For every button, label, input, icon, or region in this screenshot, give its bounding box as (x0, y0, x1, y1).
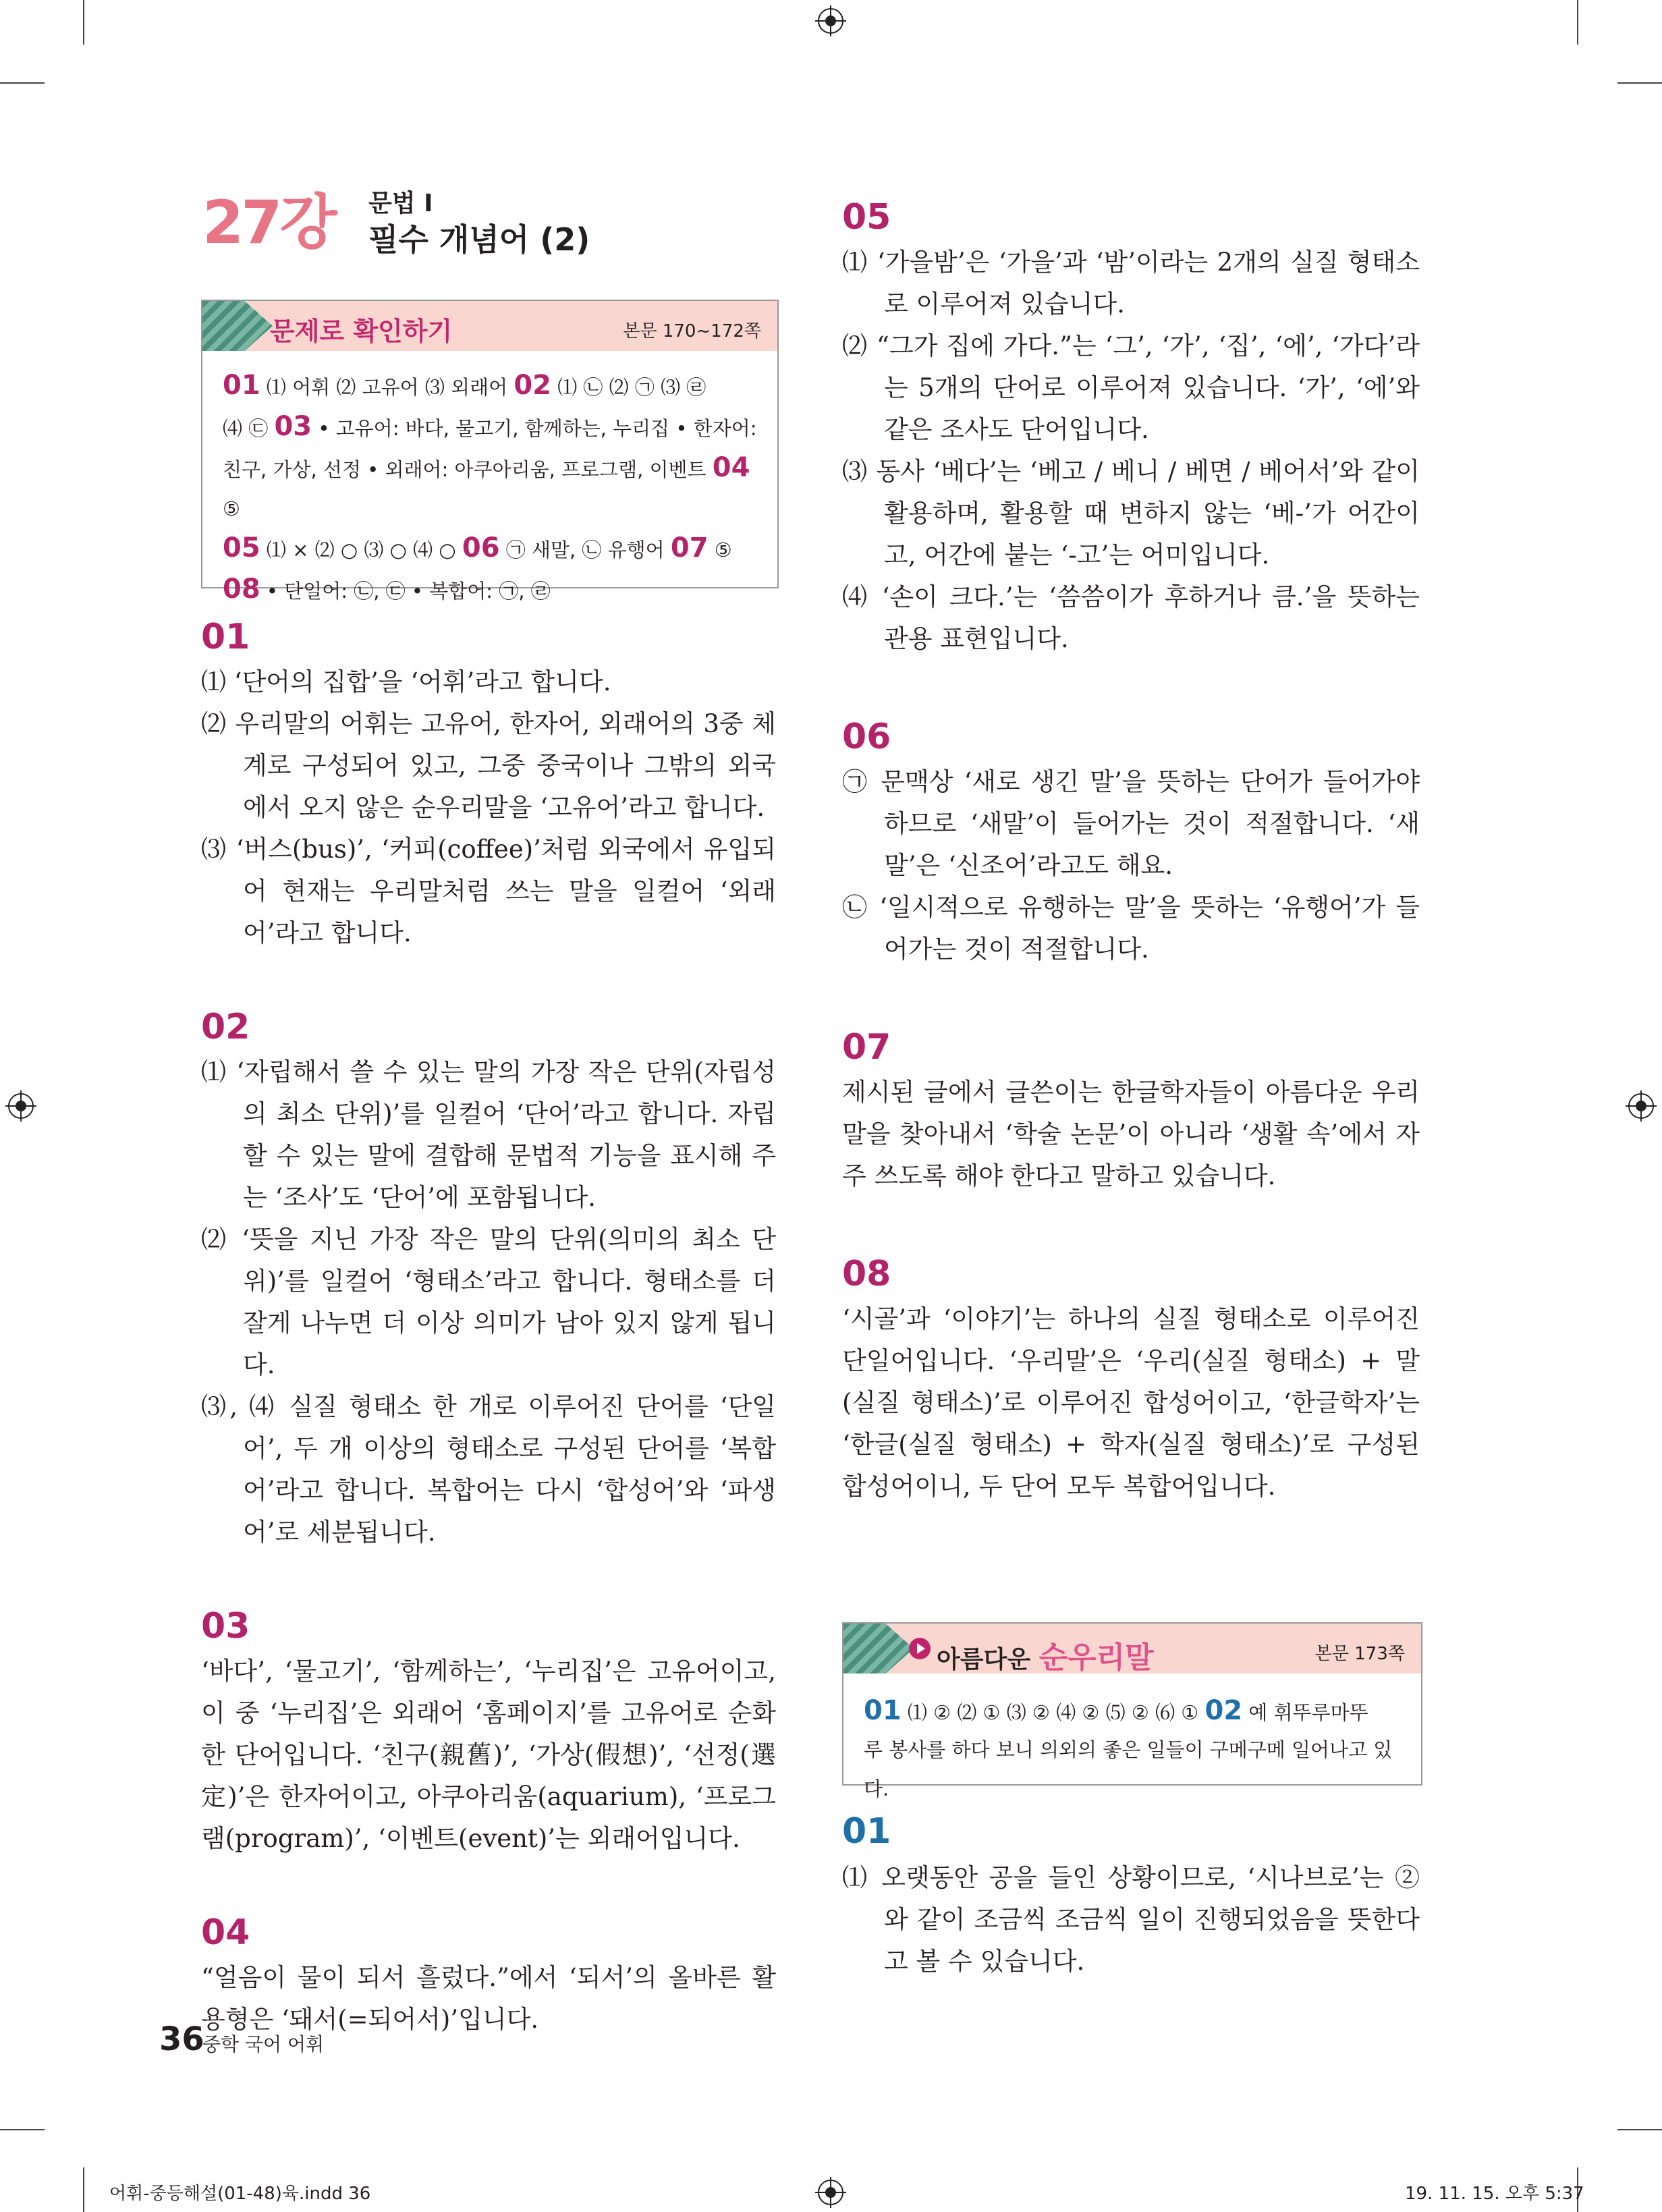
answer-text: ㉠ 새말, ㉡ 유행어 (499, 538, 671, 561)
lesson-title: 필수 개념어 (2) (368, 221, 590, 258)
answer-text: 예 휘뚜루마뚜 (1242, 1701, 1368, 1724)
answer-number: 01 (864, 1695, 902, 1726)
answer-number: 03 (274, 411, 312, 442)
word-section-text: ⑴ 오랫동안 공을 들인 상황이므로, ‘시나브로’는 ②와 같이 조금씩 조금씩 일이 진행되었음을 뜻한다고 볼 수 있습니다. (842, 1863, 1420, 1976)
lesson-number: 27강 (202, 188, 335, 257)
answer-item: ⑶ ‘버스(bus)’, ‘커피(coffee)’처럼 외국에서 유입되어 현재는 우리말처럼 쓰는 말을 일컬어 ‘외래어’라고 합니다. (201, 835, 776, 947)
answer-section-06 (842, 719, 1420, 970)
print-slug-date: 19. 11. 15. 오후 5:37 (1405, 2184, 1584, 2204)
crop-mark (83, 2167, 84, 2212)
answer-paragraph: 제시된 글에서 글쓴이는 한글학자들이 아름다운 우리말을 찾아내서 ‘학술 논문’이 아니라 ‘생활 속’에서 자주 쓰도록 해야 한다고 말하고 있습니다. (842, 1078, 1420, 1190)
lesson-header (202, 188, 335, 257)
answer-item: ㉡ ‘일시적으로 유행하는 말’을 뜻하는 ‘유행어’가 들어가는 것이 적절합니다. (842, 893, 1420, 964)
answer-item: ⑴ ‘가을밤’은 ‘가을’과 ‘밤’이라는 2개의 실질 형태소로 이루어져 있습니다. (842, 248, 1420, 319)
word-box-title-accent: 순우리말 (1038, 1640, 1154, 1675)
crop-mark (0, 82, 45, 84)
left-column (201, 619, 776, 2041)
answer-check-box (201, 300, 779, 605)
registration-mark-icon (815, 5, 846, 36)
answer-item: ㉠ 문맥상 ‘새로 생긴 말’을 뜻하는 단어가 들어가야 하므로 ‘새말’이 들어가는 것이 적절합니다. ‘새말’은 ‘신조어’라고도 해요. (842, 767, 1420, 880)
crop-mark (0, 2129, 45, 2130)
answer-check-ref: 본문 170~172쪽 (623, 321, 761, 341)
answer-number: 04 (712, 452, 750, 483)
registration-mark-icon (5, 1090, 36, 1122)
answer-line (223, 366, 764, 407)
section-number: 01 (201, 617, 250, 657)
answer-line (223, 407, 764, 448)
answer-section-03 (201, 1606, 776, 1860)
answer-text: • 고유어: 바다, 물고기, 함께하는, 누리집 • 한자어: (312, 417, 757, 440)
header-stripe (843, 1624, 914, 1674)
answer-text: 친구, 가상, 선정 • 외래어: 아쿠아리움, 프로그램, 이벤트 (223, 458, 713, 481)
word-box-ref: 본문 173쪽 (1314, 1644, 1405, 1664)
registration-mark-icon (815, 2177, 846, 2208)
answer-number: 01 (223, 370, 260, 401)
section-number: 05 (842, 197, 891, 238)
section-number: 08 (842, 1254, 891, 1294)
answer-number: 02 (514, 370, 551, 401)
answer-item: ⑵ ‘뜻을 지닌 가장 작은 말의 단위(의미의 최소 단위)’를 일컬어 ‘형태소’라고 합니다. 형태소를 더 잘게 나누면 더 이상 의미가 남아 있지 않게 됩니다. (201, 1225, 776, 1379)
answer-text: ⑴ ② ⑵ ① ⑶ ② ⑷ ② ⑸ ② ⑹ ① (901, 1701, 1205, 1724)
answer-check-title: 문제로 확인하기 (270, 316, 453, 346)
answer-section-05 (842, 197, 1420, 660)
crop-mark (83, 0, 84, 45)
answer-item: ⑵ “그가 집에 가다.”는 ‘그’, ‘가’, ‘집’, ‘에’, ‘가다’라는 5개의 단어로 이루어져 있습니다. ‘가’, ‘에’와 같은 조사도 단어입니다. (842, 331, 1420, 444)
answer-paragraph: ‘시골’과 ‘이야기’는 하나의 실질 형태소로 이루어진 단일어입니다. ‘우리말’은 ‘우리(실질 형태소) + 말(실질 형태소)’로 이루어진 합성어이고, ‘한글학자’는 ‘한글(실질 형태소) + 학자(실질 형태소)’로 구성된 합성어이니, 두 단어 모두 복합어입니다. (842, 1304, 1420, 1501)
registration-mark-icon (1626, 1090, 1657, 1122)
page-number: 36 (159, 2020, 204, 2058)
answer-check-lines (223, 366, 764, 611)
lesson-category: 문법 Ⅰ (368, 190, 433, 217)
crop-mark (1617, 82, 1662, 84)
answer-item: ⑶, ⑷ 실질 형태소 한 개로 이루어진 단어를 ‘단일어’, 두 개 이상의 형태소로 구성된 단어를 ‘복합어’라고 합니다. 복합어는 다시 ‘합성어’와 ‘파생어’로 세분됩니다. (201, 1392, 776, 1547)
answer-number: 06 (462, 532, 500, 563)
word-box-title (937, 1633, 1154, 1676)
right-column (842, 197, 1420, 1508)
word-box (842, 1622, 1422, 1800)
answer-section-04 (201, 1912, 776, 2041)
answer-line (223, 528, 764, 570)
answer-text: ⑤ (223, 497, 240, 520)
answer-text: ⑤ (708, 538, 732, 561)
answer-section-08 (842, 1256, 1420, 1508)
answer-number: 05 (223, 532, 260, 563)
word-section (842, 1811, 1420, 1983)
word-box-line-2: 루 봉사를 하다 보니 의외의 좋은 일들이 구메구메 일어나고 있다. (864, 1738, 1393, 1800)
answer-text: ⑴ 어휘 ⑵ 고유어 ⑶ 외래어 (260, 376, 514, 399)
answer-check-header (202, 301, 777, 351)
section-number: 07 (842, 1027, 891, 1068)
answer-section-02 (201, 1007, 776, 1553)
answer-item: ⑵ 우리말의 어휘는 고유어, 한자어, 외래어의 3중 체계로 구성되어 있고, 그중 중국이나 그밖의 외국에서 오지 않은 순우리말을 ‘고유어’라고 합니다. (201, 709, 776, 822)
word-box-header (843, 1624, 1421, 1674)
section-number: 06 (842, 717, 891, 757)
answer-text: • 단일어: ㉡, ㉢ • 복합어: ㉠, ㉣ (260, 580, 551, 603)
answer-line (223, 448, 764, 528)
crop-mark (1577, 0, 1578, 45)
header-stripe (202, 301, 273, 351)
print-slug-file: 어휘-중등해설(01-48)육.indd 36 (109, 2184, 371, 2204)
answer-text: ⑴ × ⑵ ○ ⑶ ○ ⑷ ○ (260, 538, 462, 561)
book-title: 중학 국어 어휘 (202, 2033, 325, 2055)
answer-paragraph: ‘바다’, ‘물고기’, ‘함께하는’, ‘누리집’은 고유어이고, 이 중 ‘누리집’은 외래어 ‘홈페이지’를 고유어로 순화한 단어입니다. ‘친구(親舊)’, ‘가상(假想)’, ‘선정(選定)’은 한자어이고, 아쿠아리움(aquarium), ‘프로그램(program)’, ‘이벤트(event)’는 외래어입니다. (201, 1657, 776, 1853)
answer-number: 07 (670, 532, 709, 563)
play-circle-icon (908, 1637, 931, 1660)
answer-section-01 (201, 619, 776, 954)
answer-number: 08 (223, 574, 260, 605)
crop-mark (1617, 2129, 1662, 2130)
answer-item: ⑶ 동사 ‘베다’는 ‘베고 / 베니 / 베면 / 베어서’와 같이 활용하며, 활용할 때 변하지 않는 ‘베-’가 어간이고, 어간에 붙는 ‘-고’는 어미입니다. (842, 457, 1420, 570)
word-box-line-1 (864, 1691, 1408, 1732)
section-number: 04 (201, 1912, 250, 1953)
word-box-title-prefix: 아름다운 (937, 1646, 1039, 1674)
answer-item: ⑴ ‘자립해서 쓸 수 있는 말의 가장 작은 단위(자립성의 최소 단위)’를 일컬어 ‘단어’라고 합니다. 자립할 수 있는 말에 결합해 문법적 기능을 표시해 주는 ‘조사’도 ‘단어’에 포함됩니다. (201, 1057, 776, 1212)
answer-number: 02 (1204, 1695, 1243, 1726)
section-number: 01 (842, 1811, 891, 1852)
answer-paragraph: “얼음이 물이 되서 흘렀다.”에서 ‘되서’의 올바른 활용형은 ‘돼서(=되어서)’입니다. (201, 1963, 776, 2034)
section-number: 03 (201, 1606, 250, 1647)
answer-item: ⑴ ‘단어의 집합’을 ‘어휘’라고 합니다. (201, 667, 611, 696)
section-number: 02 (201, 1007, 250, 1047)
answer-line (223, 570, 764, 611)
answer-text: ⑴ ㉡ ⑵ ㉠ ⑶ ㉣ (551, 376, 707, 399)
answer-text: ⑷ ㉢ (223, 417, 275, 440)
answer-item: ⑷ ‘손이 크다.’는 ‘씀씀이가 후하거나 큼.’을 뜻하는 관용 표현입니다. (842, 582, 1420, 653)
answer-section-07 (842, 1027, 1420, 1197)
